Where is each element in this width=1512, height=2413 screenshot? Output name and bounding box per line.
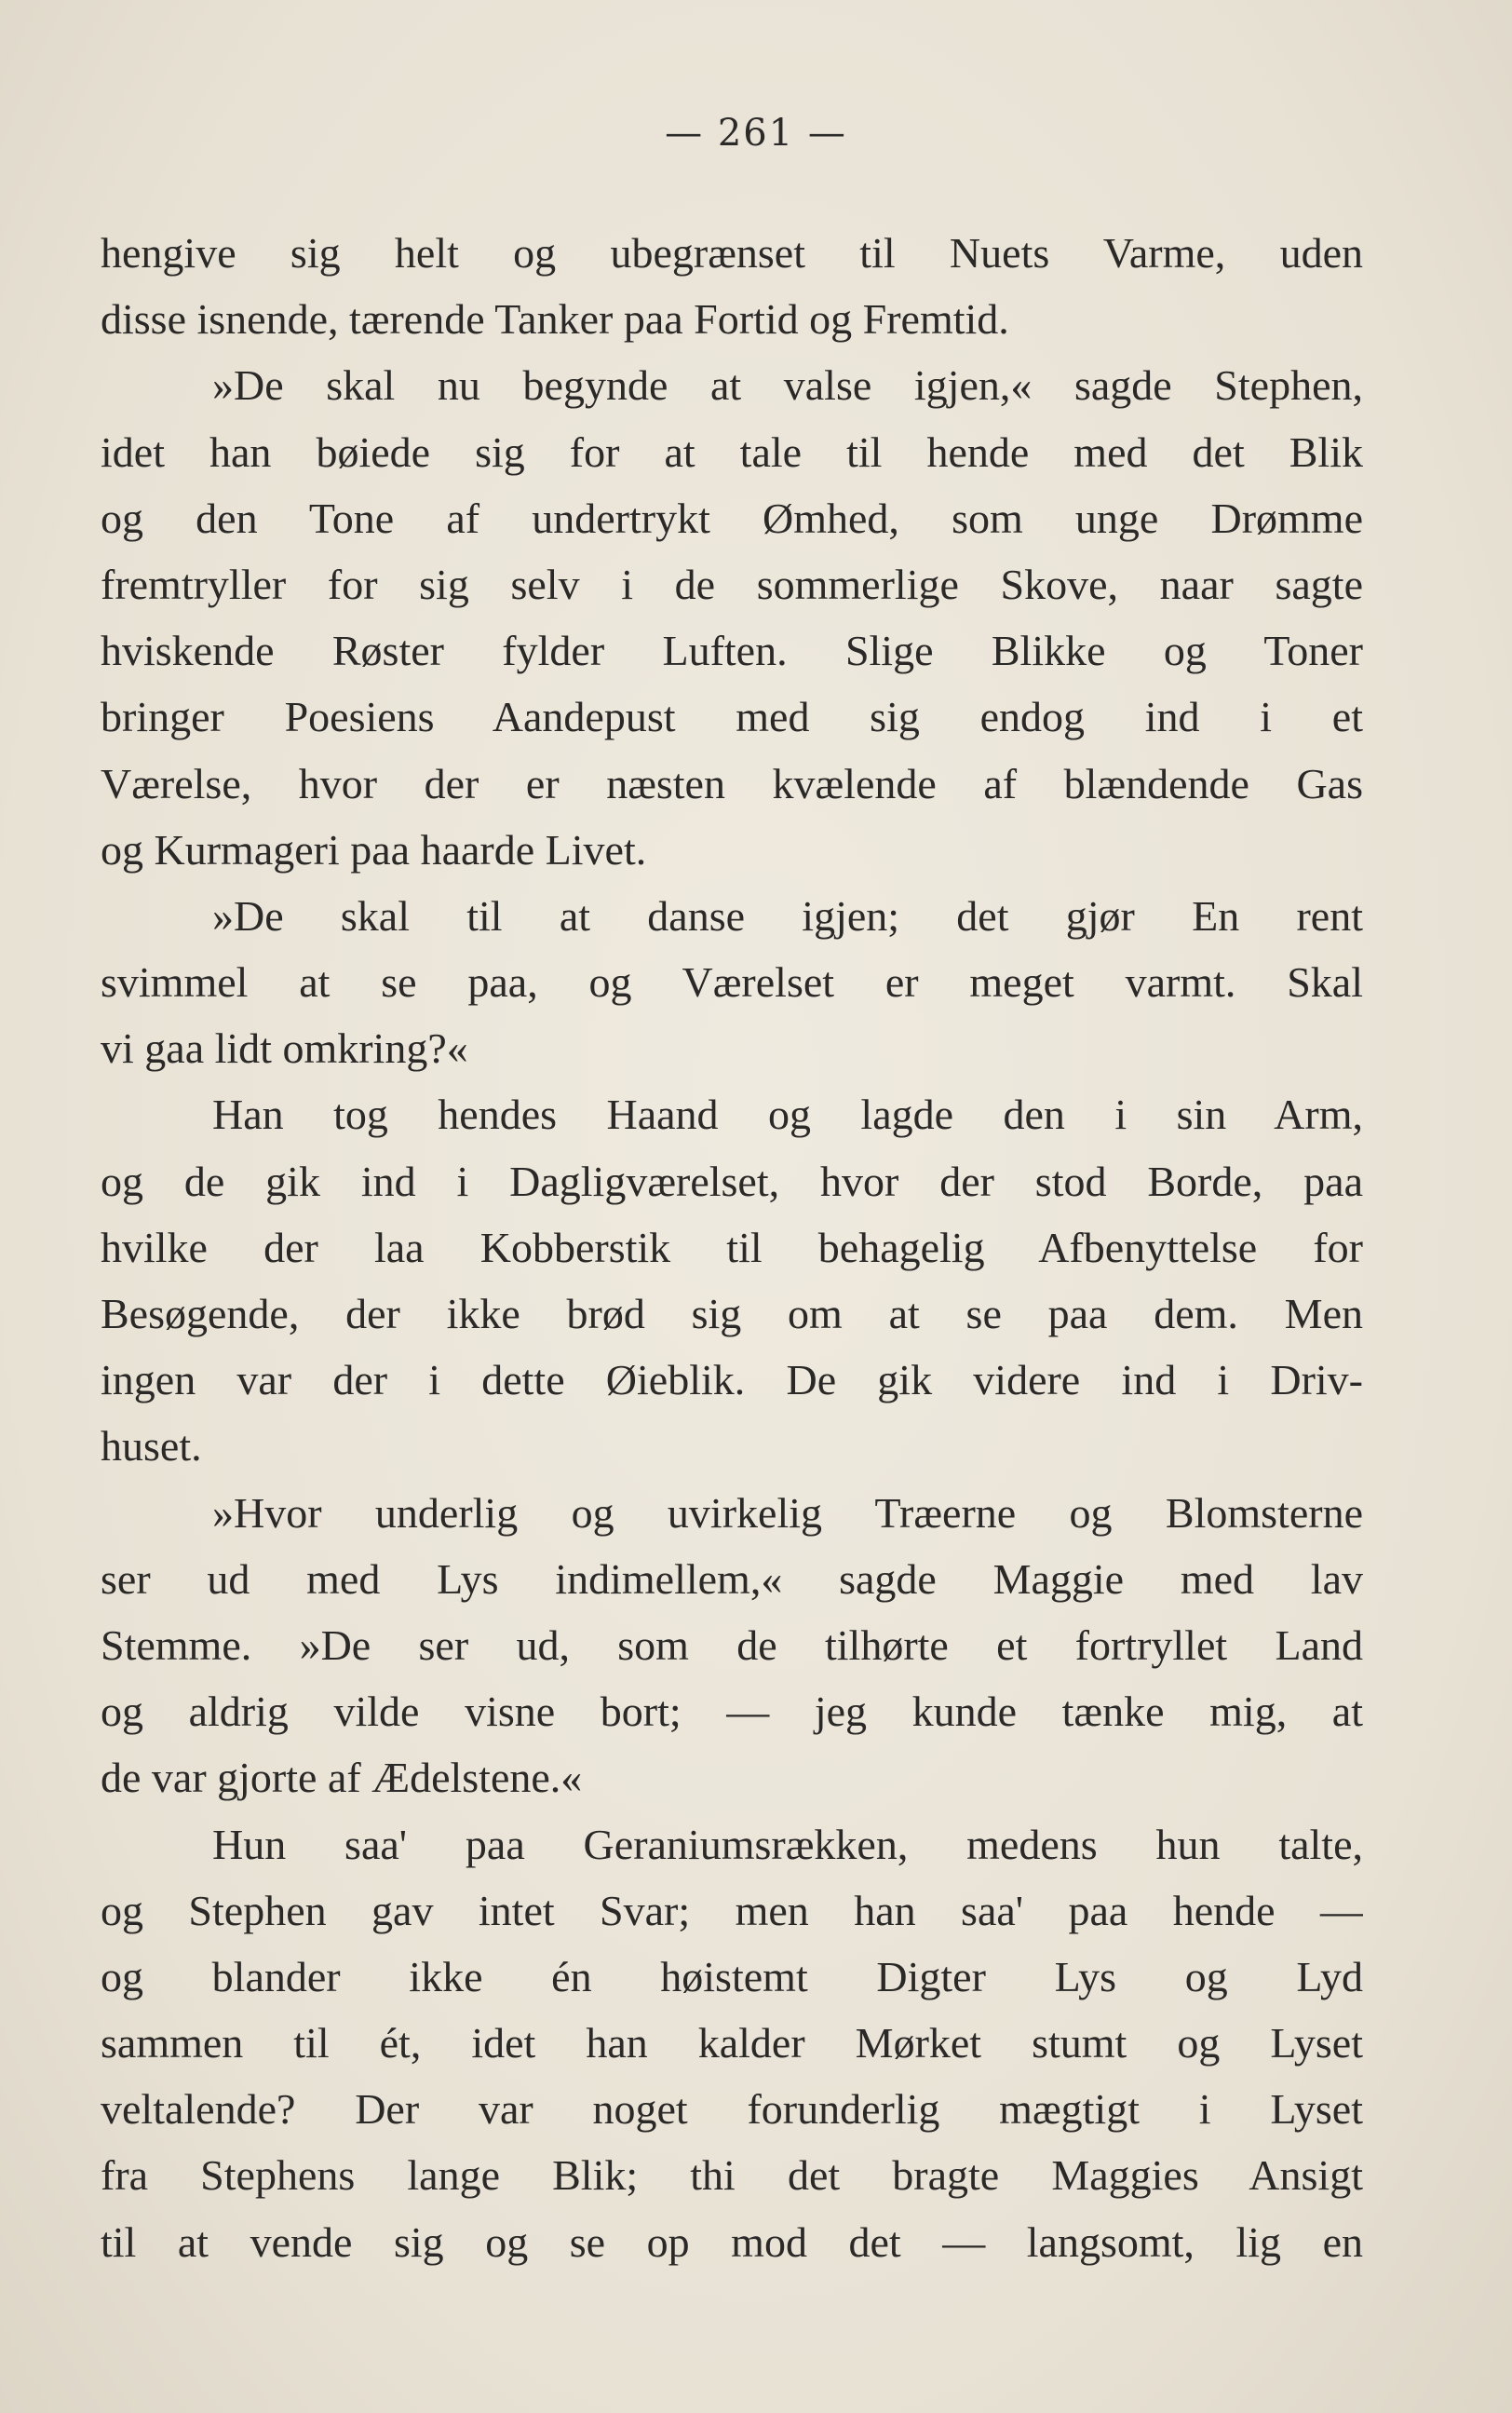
text-line: »De skal nu begynde at valse igjen,« sagde Stephen, xyxy=(212,361,1363,410)
text-line: hengive sig helt og ubegrænset til Nuets Varme, uden xyxy=(101,229,1363,277)
text-line: »Hvor underlig og uvirkelig Træerne og Blomsterne xyxy=(212,1488,1363,1537)
text-line: og Stephen gav intet Svar; men han saa' paa hende — xyxy=(101,1886,1363,1934)
text-line: bringer Poesiens Aandepust med sig endog ind i et xyxy=(101,693,1363,741)
text-line: Besøgende, der ikke brød sig om at se paa dem. Men xyxy=(101,1290,1363,1337)
text-line: idet han bøiede sig for at tale til hende med det Blik xyxy=(101,427,1363,476)
text-line: Hun saa' paa Geraniumsrækken, medens hun talte, xyxy=(212,1820,1363,1868)
text-line: vi gaa lidt omkring?« xyxy=(101,1024,468,1073)
text-line: ingen var der i dette Øieblik. De gik videre ind i Driv- xyxy=(101,1356,1363,1404)
text-line: fremtryller for sig selv i de sommerlige Skove, naar sagte xyxy=(101,560,1363,608)
text-line: til at vende sig og se op mod det — langsomt, lig en xyxy=(101,2217,1363,2266)
text-line: huset. xyxy=(101,1422,202,1471)
text-line: og de gik ind i Dagligværelset, hvor der stod Borde, paa xyxy=(101,1157,1363,1205)
page-number: — 261 — xyxy=(665,112,847,155)
text-line: og aldrig vilde visne bort; — jeg kunde tænke mig, at xyxy=(101,1688,1363,1736)
text-line: og Kurmageri paa haarde Livet. xyxy=(101,825,647,874)
text-line: Værelse, hvor der er næsten kvælende af blændende Gas xyxy=(101,759,1363,807)
text-line: og blander ikke én høistemt Digter Lys og Lyd xyxy=(101,1952,1363,2000)
text-line: ser ud med Lys indimellem,« sagde Maggie med lav xyxy=(101,1554,1363,1603)
text-line: hvilke der laa Kobberstik til behagelig Afbenyttelse for xyxy=(101,1223,1363,1271)
text-line: »De skal til at danse igjen; det gjør En rent xyxy=(212,891,1363,940)
text-line: og den Tone af undertrykt Ømhed, som unge Drømme xyxy=(101,494,1363,542)
text-line: sammen til ét, idet han kalder Mørket stumt og Lyset xyxy=(101,2019,1363,2067)
text-line: veltalende? Der var noget forunderlig mægtigt i Lyset xyxy=(101,2085,1363,2134)
text-line: Han tog hendes Haand og lagde den i sin Arm, xyxy=(212,1091,1363,1139)
text-line: fra Stephens lange Blik; thi det bragte Maggies Ansigt xyxy=(101,2151,1363,2200)
text-line: hviskende Røster fylder Luften. Slige Blikke og Toner xyxy=(101,627,1363,675)
text-line: svimmel at se paa, og Værelset er meget varmt. Skal xyxy=(101,958,1363,1007)
text-line: disse isnende, tærende Tanker paa Fortid og Fremtid. xyxy=(101,295,1009,344)
body-text xyxy=(101,220,1363,2275)
text-line: de var gjorte af Ædelstene.« xyxy=(101,1754,583,1802)
text-line: Stemme. »De ser ud, som de tilhørte et fortryllet Land xyxy=(101,1620,1363,1669)
